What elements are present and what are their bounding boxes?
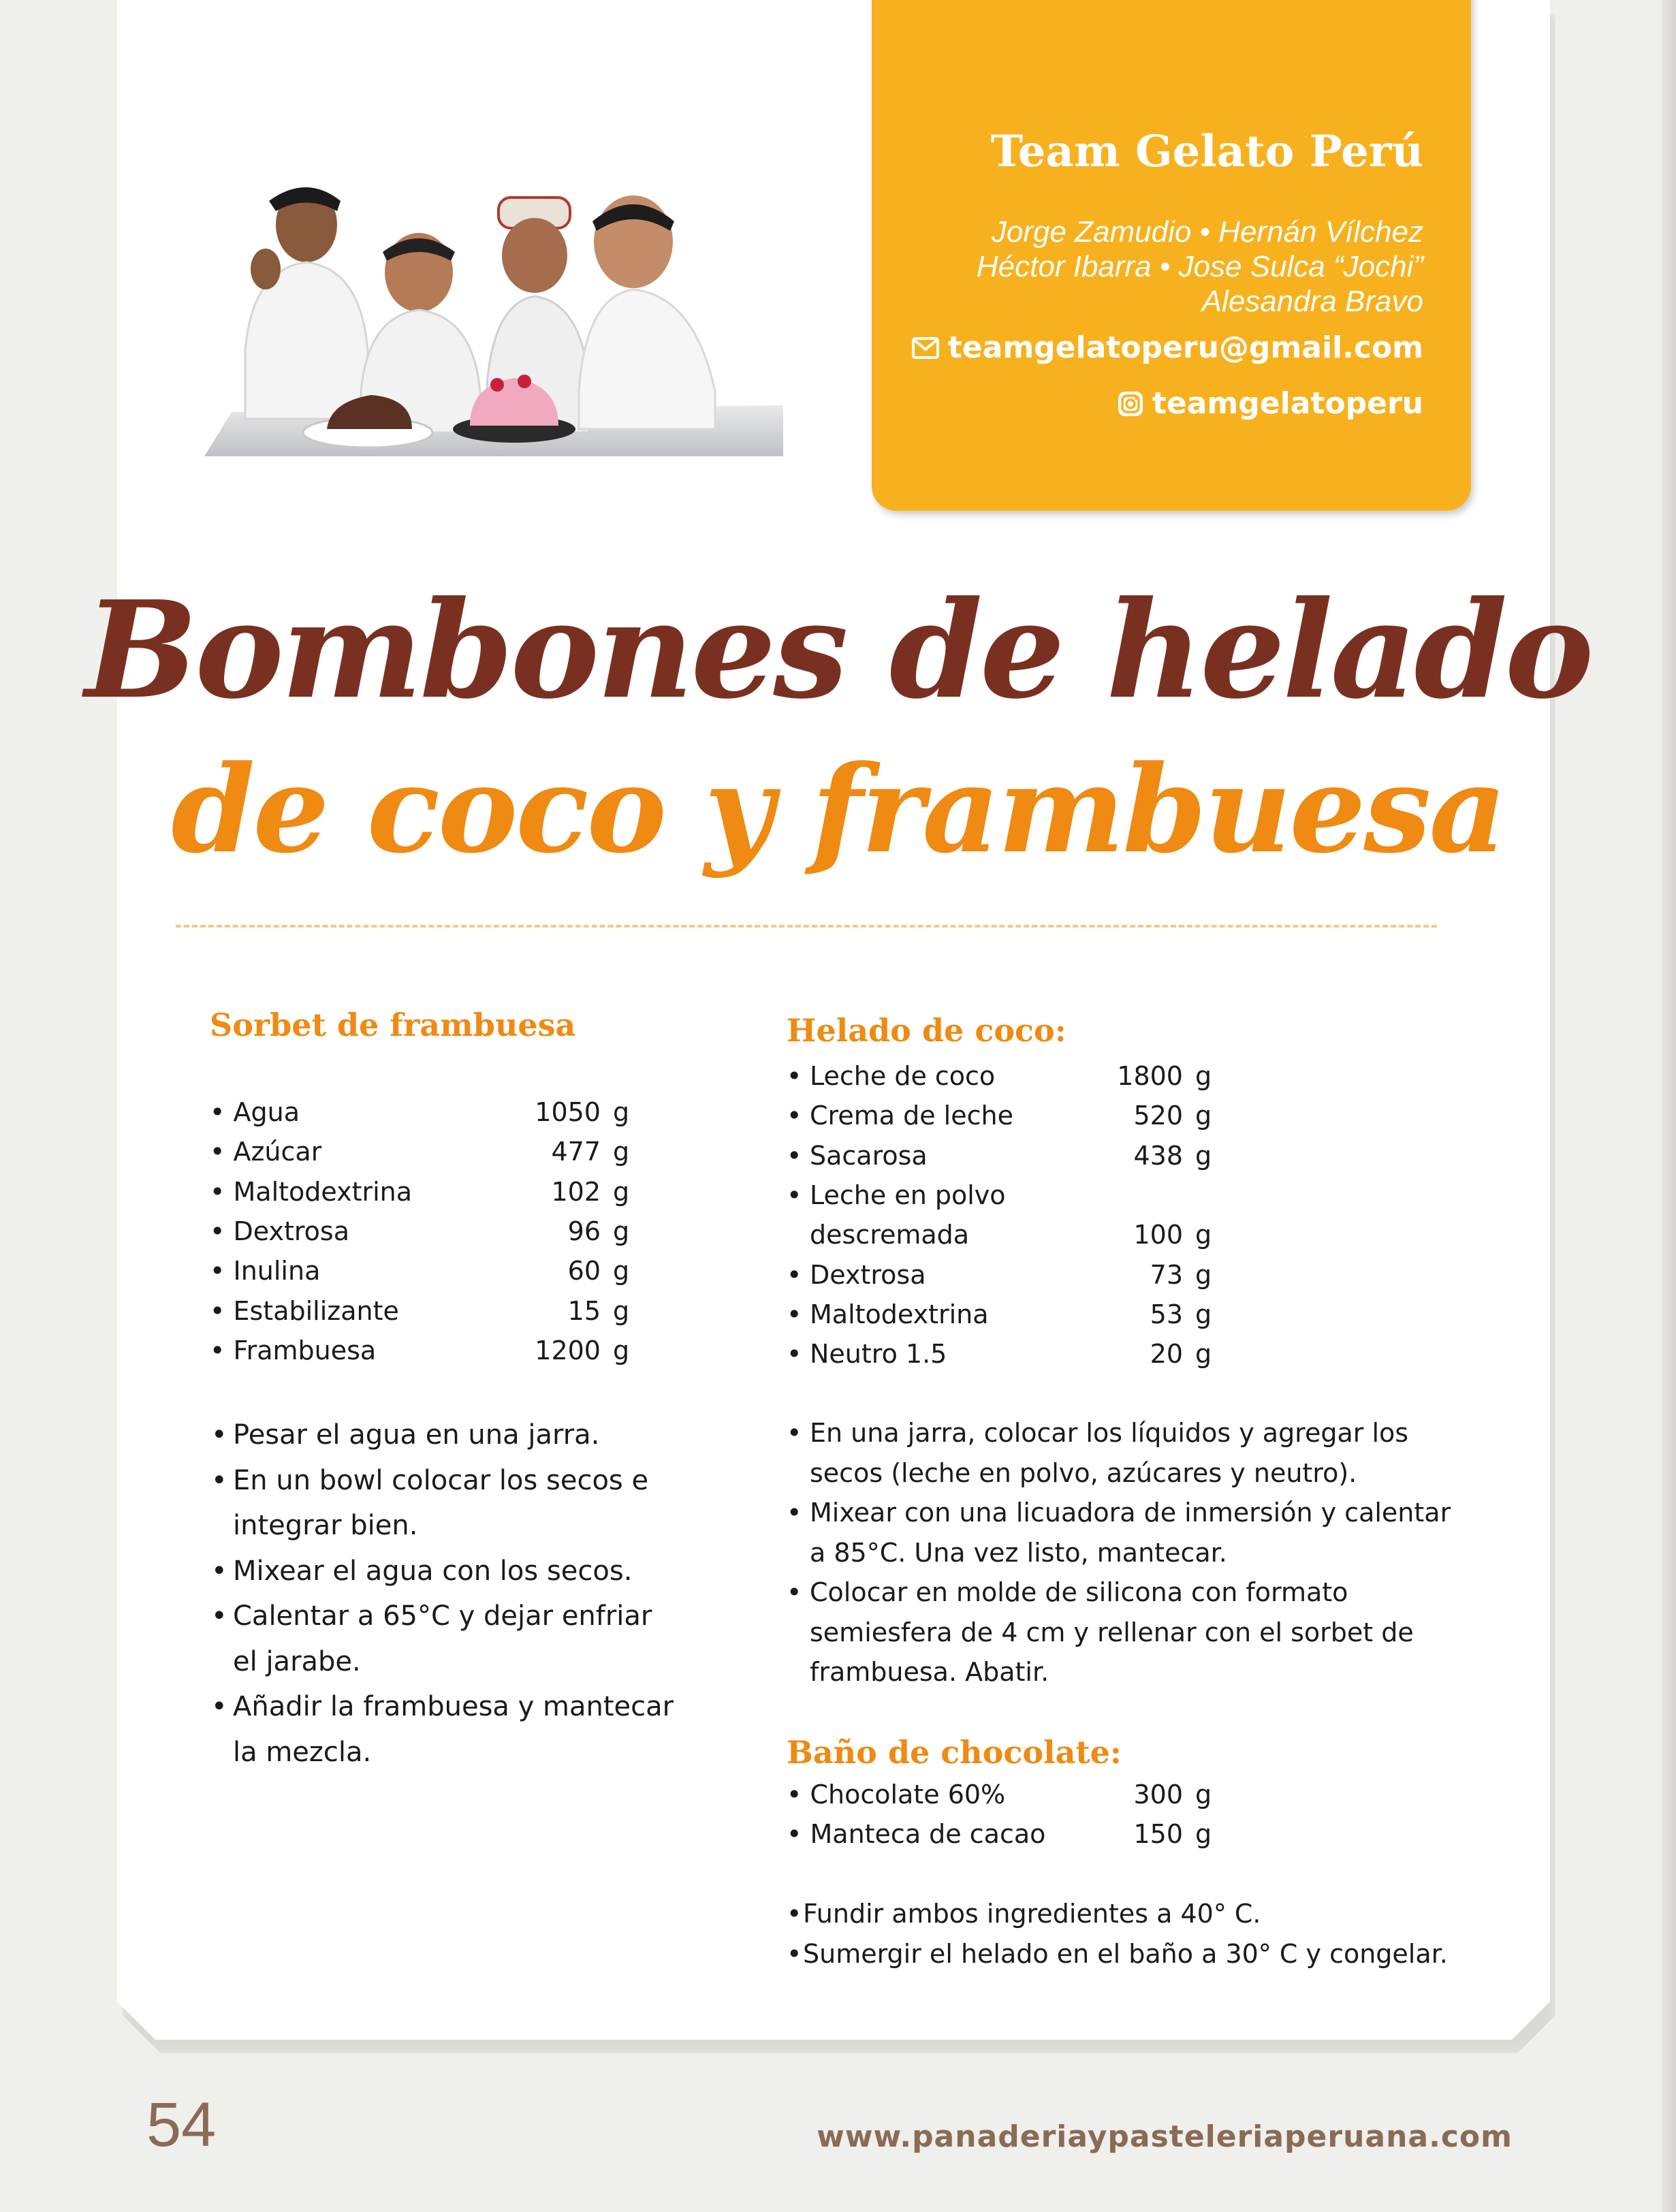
ingredient-name (210, 1331, 505, 1370)
instagram-icon (1117, 390, 1144, 417)
ingredient-label: descremada (810, 1220, 970, 1250)
ingredient-unit: g (1195, 1101, 1212, 1131)
instagram-link[interactable] (1117, 386, 1423, 421)
ingredient-label: • Maltodextrina (210, 1176, 413, 1207)
bullet: • (787, 1101, 802, 1131)
ingredient-name (787, 1096, 1094, 1135)
bullet: • (787, 1259, 802, 1290)
ingredient-qty: 1050 (535, 1097, 601, 1128)
ingredient-qty: 102 (551, 1176, 601, 1207)
ingredient-name (787, 1215, 1094, 1254)
ingredient-unit: g (1195, 1259, 1212, 1290)
ingredient-row (787, 1334, 1222, 1374)
ingredient-qty (1094, 1175, 1183, 1215)
ingredient-unit: g (613, 1295, 630, 1326)
ingredient-label: • Manteca de cacao (787, 1819, 1046, 1850)
ingredient-label: Maltodextrina (810, 1299, 989, 1329)
sorbet-steps (211, 1412, 674, 1775)
ingredient-name (787, 1295, 1094, 1334)
ingredient-name (210, 1251, 505, 1291)
ingredient-label: • Agua (210, 1097, 300, 1128)
step-item: • Mixear con una licuadora de inmersión y calentar a 85°C. Una vez listo, mantecar. (787, 1493, 1468, 1573)
step-item: • Añadir la frambuesa y mantecar la mezcla. (211, 1684, 674, 1775)
ingredient-unit: g (1195, 1061, 1212, 1092)
ingredient-label: • Azúcar (210, 1137, 322, 1167)
step-item: • Fundir ambos ingredientes a 40° C. (787, 1894, 1468, 1934)
ingredient-row (210, 1291, 640, 1330)
ingredient-qty: 73 (1150, 1259, 1183, 1290)
mail-icon (911, 336, 940, 360)
ingredient-qty: 53 (1150, 1299, 1183, 1329)
step-item: • Calentar a 65°C y dejar enfriar el jarabe. (211, 1594, 674, 1684)
page-number: 54 (146, 2090, 217, 2160)
members-line: Héctor Ibarra • Jose Sulca “Jochi” (976, 250, 1423, 283)
team-members (865, 215, 1423, 319)
ingredient-row (787, 1175, 1222, 1215)
ingredient-unit: g (613, 1176, 630, 1207)
ingredient-unit (1183, 1175, 1222, 1215)
helado-heading: Helado de coco: (787, 1012, 1066, 1049)
team-photo (204, 160, 783, 456)
ingredient-unit: g (613, 1256, 630, 1286)
page-edge (1662, 0, 1676, 2212)
ingredient-qty: 15 (567, 1295, 601, 1326)
ingredient-label: Dextrosa (810, 1259, 926, 1290)
ingredient-qty: 1200 (535, 1335, 601, 1365)
email-link[interactable] (911, 330, 1423, 365)
sorbet-heading: Sorbet de frambuesa (210, 1007, 576, 1043)
ingredient-label: Leche en polvo (810, 1180, 1006, 1211)
ingredient-name (787, 1254, 1094, 1294)
ingredient-row (787, 1056, 1222, 1096)
ingredient-row (787, 1136, 1222, 1175)
sorbet-ingredients (210, 1092, 640, 1370)
ingredient-name (210, 1291, 505, 1330)
ingredient-qty: 96 (567, 1216, 601, 1247)
ingredient-unit: g (613, 1335, 630, 1365)
bullet: • (787, 1339, 802, 1370)
ingredient-row (787, 1215, 1222, 1254)
helado-ingredients (787, 1056, 1222, 1374)
recipe-title-line2: de coco y frambuesa (171, 739, 1505, 880)
recipe-title-line1: Bombones de helado (84, 572, 1592, 729)
ingredient-unit: g (1195, 1299, 1212, 1329)
ingredient-label: Neutro 1.5 (810, 1339, 947, 1370)
ingredient-row (210, 1212, 640, 1251)
step-item: • Sumergir el helado en el baño a 30° C y congelar. (787, 1934, 1468, 1974)
ingredient-row (210, 1172, 640, 1212)
ingredient-name (787, 1334, 1094, 1374)
helado-steps (787, 1413, 1468, 1692)
ingredient-row (787, 1295, 1222, 1334)
ingredient-qty: 477 (551, 1137, 601, 1167)
ingredient-qty: 300 (1133, 1780, 1183, 1810)
dashed-divider (176, 925, 1437, 928)
ingredient-row (210, 1132, 640, 1171)
ingredient-label: • Estabilizante (210, 1295, 399, 1326)
bullet: • (787, 1140, 802, 1171)
ingredient-name (787, 1056, 1094, 1096)
ingredient-unit: g (1195, 1339, 1212, 1370)
bullet: • (787, 1061, 802, 1092)
website-link[interactable]: www.panaderiaypasteleriaperuana.com (817, 2119, 1513, 2154)
ingredient-qty: 60 (567, 1256, 601, 1286)
instagram-handle: teamgelatoperu (1152, 386, 1423, 421)
ingredient-label: Sacarosa (810, 1140, 928, 1171)
ingredient-qty: 520 (1133, 1101, 1183, 1131)
ingredient-unit: g (1195, 1780, 1212, 1810)
ingredient-label: • Dextrosa (210, 1216, 349, 1247)
ingredient-unit: g (1195, 1140, 1212, 1171)
ingredient-name (210, 1092, 505, 1132)
email-text: teamgelatoperu@gmail.com (947, 330, 1423, 365)
chocolate-heading: Baño de chocolate: (787, 1734, 1122, 1771)
ingredient-unit: g (613, 1097, 630, 1128)
members-line: Alesandra Bravo (1201, 285, 1423, 318)
ingredient-label: • Inulina (210, 1256, 321, 1286)
ingredient-name (787, 1775, 1120, 1814)
team-name: Team Gelato Perú (990, 126, 1423, 177)
ingredient-name (210, 1212, 505, 1251)
ingredient-name (210, 1172, 505, 1212)
ingredient-label: • Chocolate 60% (787, 1780, 1006, 1810)
ingredient-unit: g (613, 1137, 630, 1167)
ingredient-row (787, 1814, 1222, 1854)
step-item: • En un bowl colocar los secos e integrar bien. (211, 1458, 674, 1549)
chocolate-steps (787, 1894, 1468, 1974)
contact-box (872, 0, 1471, 511)
ingredient-row (210, 1251, 640, 1291)
step-item: • Mixear el agua con los secos. (211, 1549, 674, 1594)
ingredient-name (787, 1175, 1094, 1215)
ingredient-qty: 438 (1133, 1140, 1183, 1171)
ingredient-label: • Frambuesa (210, 1335, 377, 1365)
ingredient-unit: g (1195, 1819, 1212, 1850)
ingredient-qty: 150 (1133, 1819, 1183, 1850)
ingredient-qty: 1800 (1117, 1061, 1183, 1092)
ingredient-unit: g (1195, 1220, 1212, 1250)
step-item: • Colocar en molde de silicona con formato semiesfera de 4 cm y rellenar con el sorbet de frambuesa. Abatir. (787, 1573, 1468, 1692)
ingredient-qty: 100 (1133, 1220, 1183, 1250)
ingredient-row (787, 1096, 1222, 1135)
step-item: • Pesar el agua en una jarra. (211, 1412, 674, 1458)
ingredient-row (210, 1092, 640, 1132)
bullet: • (787, 1180, 802, 1211)
ingredient-label: Crema de leche (810, 1101, 1013, 1131)
ingredient-row (787, 1254, 1222, 1294)
members-line: Jorge Zamudio • Hernán Vílchez (991, 215, 1423, 249)
chocolate-ingredients (787, 1775, 1222, 1854)
ingredient-name (210, 1132, 505, 1171)
ingredient-label: Leche de coco (810, 1061, 996, 1092)
bullet: • (787, 1299, 802, 1329)
ingredient-qty: 20 (1150, 1339, 1183, 1370)
ingredient-name (787, 1814, 1120, 1854)
ingredient-name (787, 1136, 1094, 1175)
ingredient-unit: g (613, 1216, 630, 1247)
ingredient-row (210, 1331, 640, 1370)
ingredient-row (787, 1775, 1222, 1814)
step-item: • En una jarra, colocar los líquidos y agregar los secos (leche en polvo, azúcares y neutro). (787, 1413, 1468, 1493)
